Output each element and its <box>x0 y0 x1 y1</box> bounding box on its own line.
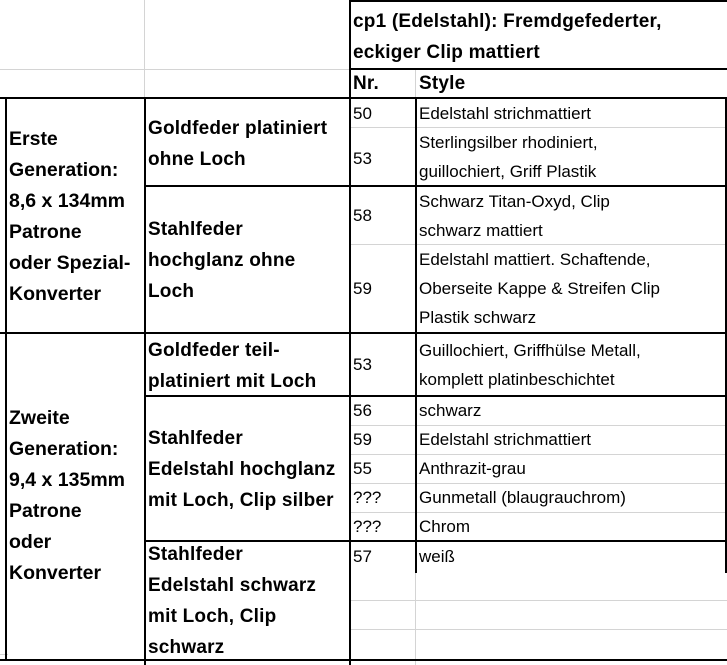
border <box>415 98 417 573</box>
nr-cell: 53 <box>353 355 372 374</box>
header-nr: Nr. <box>353 73 379 94</box>
style-cell: Gunmetall (blaugrauchrom) <box>419 488 626 507</box>
border <box>5 98 7 660</box>
gridline <box>144 0 145 98</box>
nib-label: Stahlfeder Edelstahl hochglanz mit Loch, Clip silber <box>148 428 336 511</box>
style-cell: Edelstahl mattiert. Schaftende, Oberseite Kappe & Streifen Clip Plastik schwarz <box>419 250 660 327</box>
gridline <box>415 70 416 98</box>
gridline <box>415 572 416 665</box>
style-cell: Guillochiert, Griffhülse Metall, komplett platinbeschichtet <box>419 341 641 389</box>
nr-cell: ??? <box>353 488 382 507</box>
nib-label: Goldfeder teil- platiniert mit Loch <box>148 340 317 392</box>
generation-label: Zweite Generation: 9,4 x 135mm Patrone oder Konverter <box>9 407 126 584</box>
nib-label: Stahlfeder hochglanz ohne Loch <box>148 219 296 302</box>
nr-cell: ??? <box>353 517 382 536</box>
nr-cell: 58 <box>353 206 372 225</box>
border <box>144 98 146 665</box>
nr-cell: 59 <box>353 430 372 449</box>
style-cell: Edelstahl strichmattiert <box>419 430 591 449</box>
nr-cell: 59 <box>353 279 372 298</box>
style-cell: Edelstahl strichmattiert <box>419 104 591 123</box>
style-cell: weiß <box>419 547 455 566</box>
nr-cell: 55 <box>353 459 372 478</box>
gridline <box>349 600 727 601</box>
style-cell: schwarz <box>419 401 482 420</box>
border <box>349 0 727 2</box>
nr-cell: 56 <box>353 401 372 420</box>
style-cell: Sterlingsilber rhodiniert, guillochiert, Griff Plastik <box>419 133 598 181</box>
nr-cell: 57 <box>353 547 372 566</box>
nib-label: Stahlfeder Edelstahl schwarz mit Loch, Clip schwarz <box>148 544 317 658</box>
style-cell: Schwarz Titan-Oxyd, Clip schwarz mattiert <box>419 192 610 240</box>
nr-cell: 50 <box>353 104 372 123</box>
gridline <box>349 629 727 630</box>
gridline <box>0 69 349 70</box>
nib-label: Goldfeder platiniert ohne Loch <box>148 118 328 170</box>
border <box>0 332 727 334</box>
style-cell: Anthrazit-grau <box>419 459 526 478</box>
header-style: Style <box>419 73 466 94</box>
nr-cell: 53 <box>353 149 372 168</box>
header-title: cp1 (Edelstahl): Fremdgefederter, eckiger Clip mattiert <box>353 11 662 63</box>
border <box>349 0 351 665</box>
style-cell: Chrom <box>419 517 471 536</box>
generation-label: Erste Generation: 8,6 x 134mm Patrone oder Spezial- Konverter <box>9 128 131 305</box>
border <box>0 659 727 661</box>
